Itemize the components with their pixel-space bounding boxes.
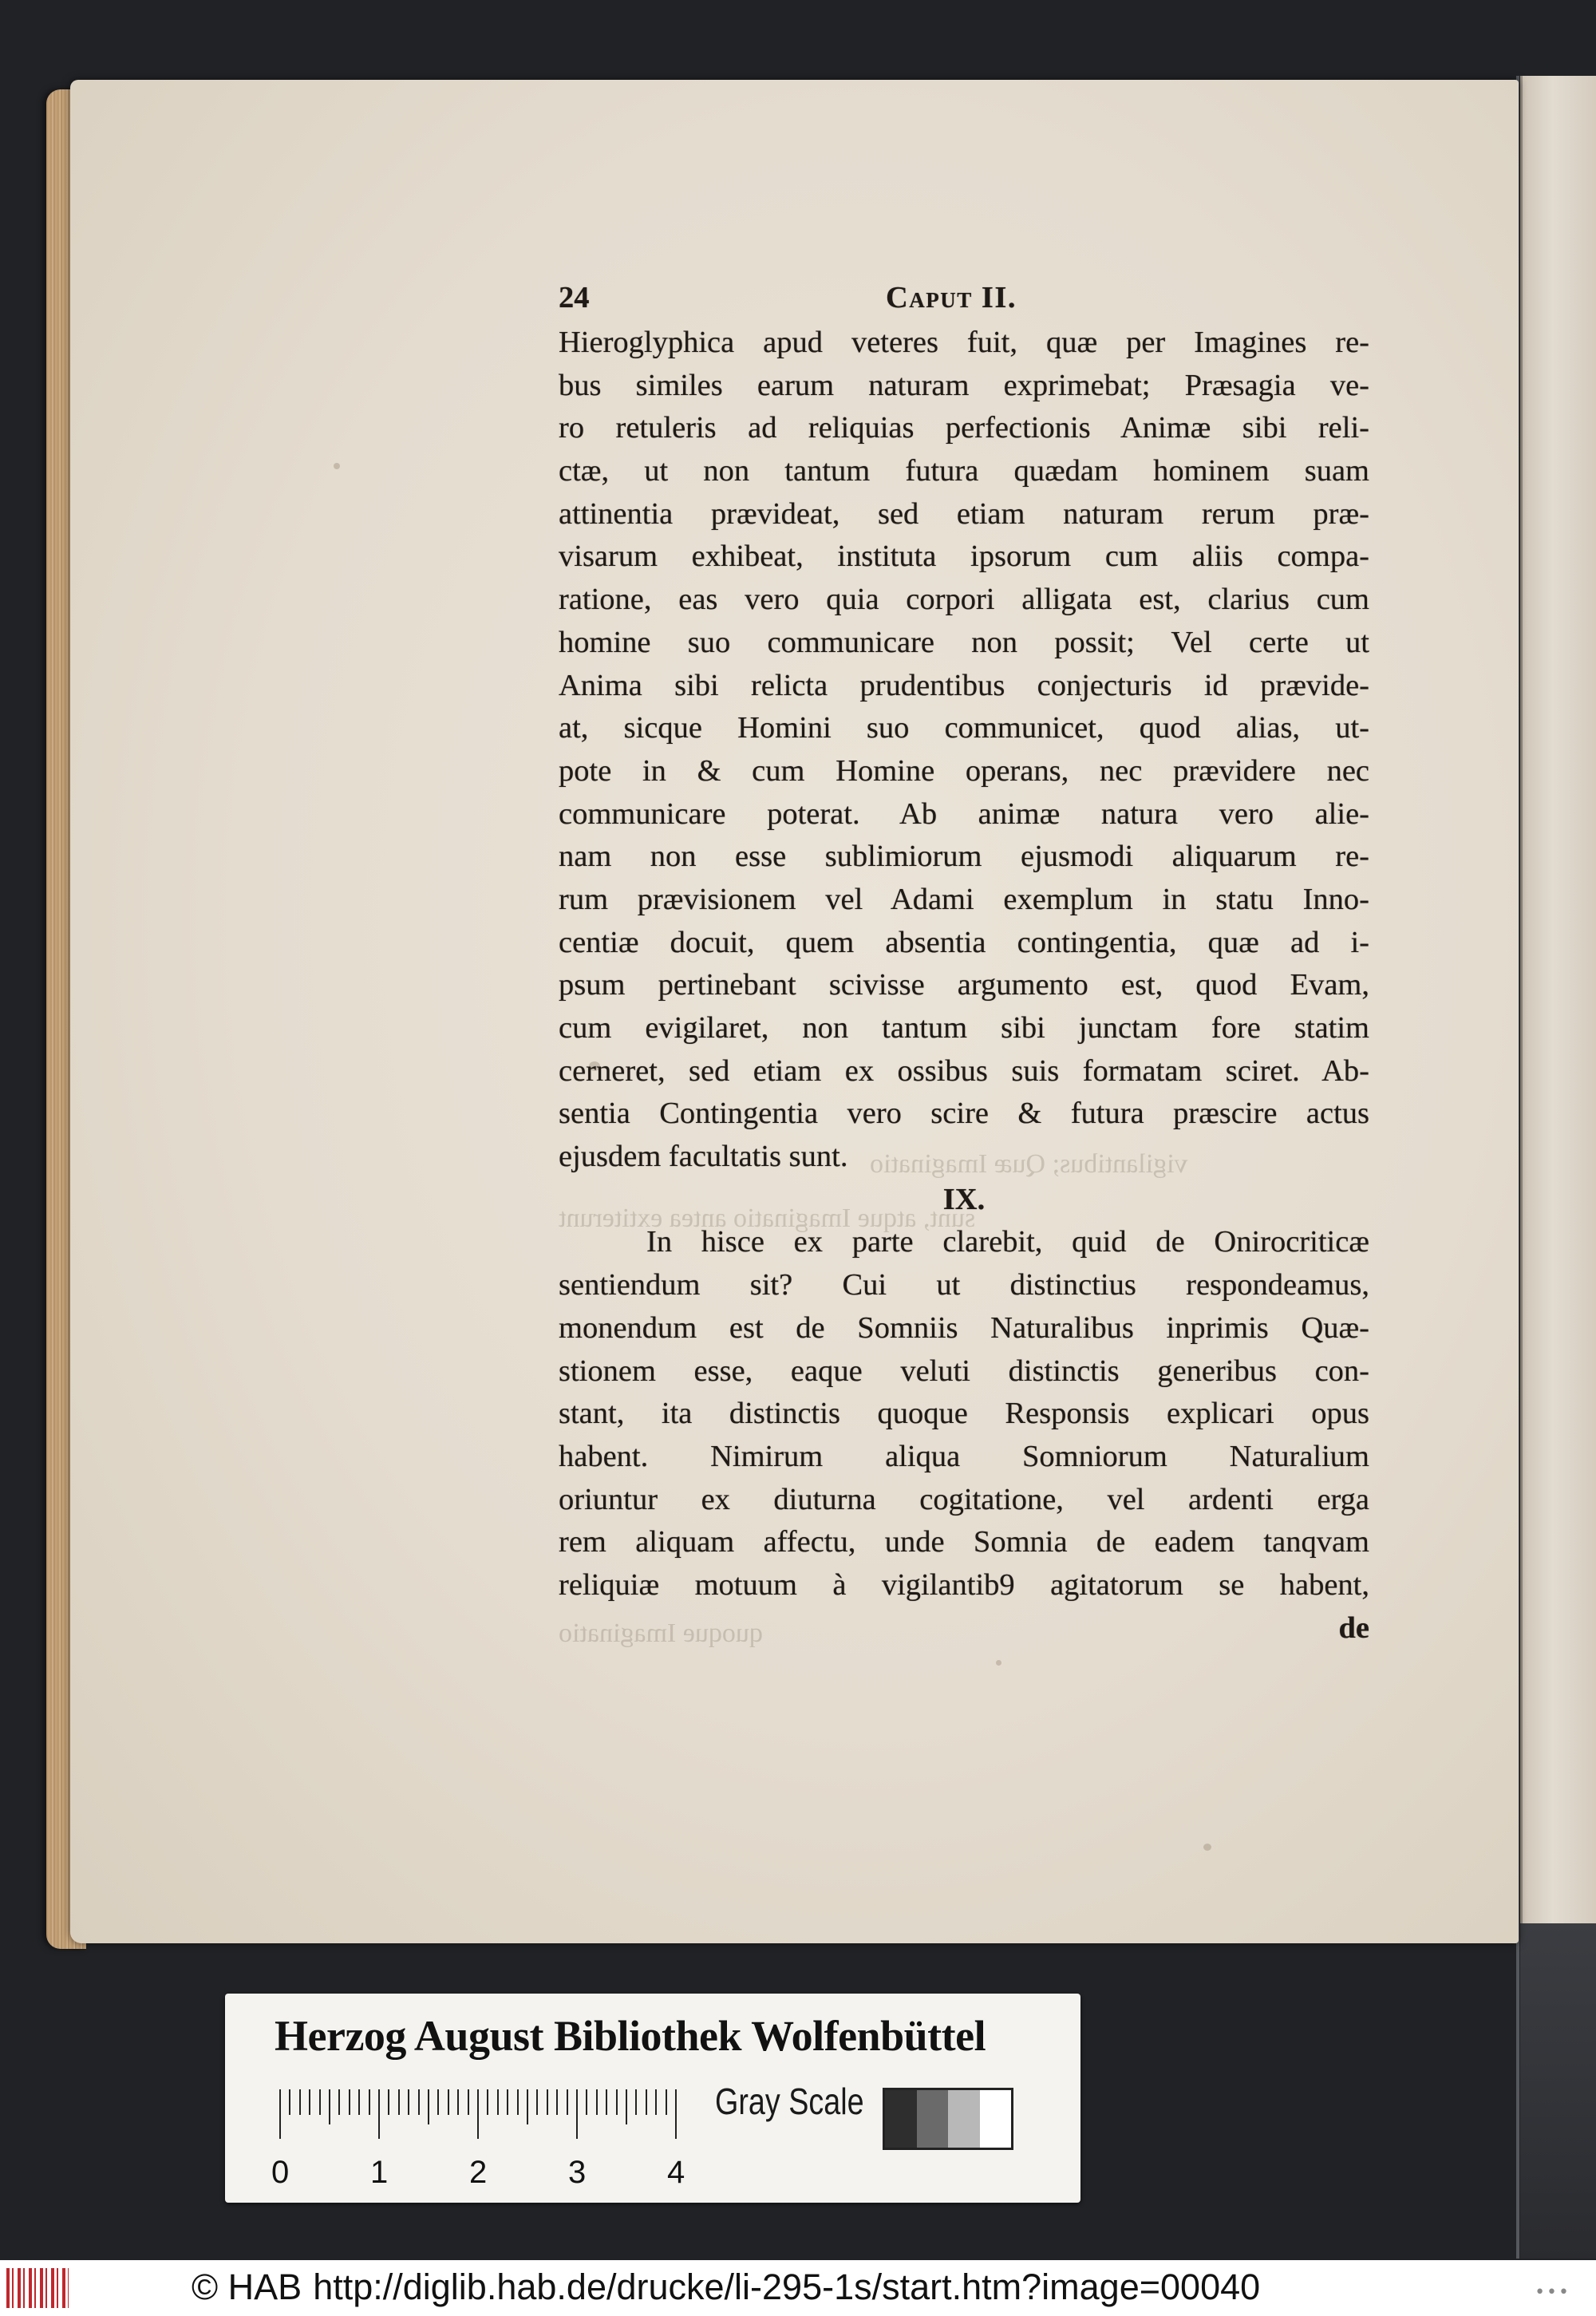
- text-line: attinentia prævideat, sed etiam naturam rerum præ-: [559, 496, 1369, 531]
- text-line: sentiendum sit? Cui ut distinctius respondeamus,: [559, 1268, 1369, 1302]
- ruler-tick: [457, 2089, 459, 2115]
- more-icon[interactable]: •••: [1535, 2282, 1570, 2302]
- gray-swatch-step: [885, 2090, 917, 2148]
- ruler-tick: [507, 2089, 508, 2115]
- ruler-tick: [299, 2089, 301, 2115]
- catchword: de: [1338, 1611, 1369, 1645]
- ruler-tick: [468, 2089, 469, 2115]
- gray-swatch-step: [980, 2090, 1012, 2148]
- page-text-block: [559, 277, 1369, 1650]
- running-head: Caput II.: [886, 281, 1017, 314]
- ruler-tick: [675, 2089, 677, 2139]
- text-line: cum evigilaret, non tantum sibi junctam fore statim: [559, 1011, 1369, 1045]
- ruler-tick: [477, 2089, 479, 2139]
- ruler-tick: [556, 2089, 558, 2115]
- ruler-tick: [418, 2089, 420, 2115]
- ruler-tick: [635, 2089, 637, 2115]
- ruler: [271, 2089, 694, 2190]
- show-through-text: quoque Imaginatio: [559, 1618, 763, 1648]
- ruler-tick: [309, 2089, 310, 2115]
- ruler-label: 2: [469, 2155, 488, 2190]
- text-line: centiæ docuit, quem absentia contingentia, quæ ad i-: [559, 925, 1369, 959]
- image-url-link[interactable]: http://diglib.hab.de/drucke/li-295-1s/start.htm?image=00040: [313, 2267, 1261, 2307]
- ruler-label: 3: [568, 2155, 587, 2190]
- text-line: stant, ita distinctis quoque Responsis explicari opus: [559, 1397, 1369, 1431]
- ruler-tick: [576, 2089, 578, 2139]
- text-line: cerneret, sed etiam ex ossibus suis formatam sciret. Ab-: [559, 1053, 1369, 1088]
- ruler-tick: [388, 2089, 389, 2115]
- footer-bar: [0, 2260, 1596, 2316]
- ruler-tick: [586, 2089, 587, 2115]
- ruler-tick: [527, 2089, 528, 2124]
- ruler-tick: [596, 2089, 598, 2115]
- ruler-tick: [448, 2089, 449, 2115]
- text-line: reliquiæ motuum à vigilantib9 agitatorum se habent,: [559, 1567, 1369, 1602]
- ruler-tick: [547, 2089, 548, 2115]
- ruler-label: 1: [370, 2155, 389, 2190]
- text-line: stionem esse, eaque veluti distinctis generibus con-: [559, 1354, 1369, 1388]
- ruler-tick: [646, 2089, 647, 2115]
- text-line: Anima sibi relicta prudentibus conjecturis id prævide-: [559, 668, 1369, 702]
- text-line: communicare poterat. Ab animæ natura vero alie-: [559, 796, 1369, 831]
- text-line: oriuntur ex diuturna cogitatione, vel ardenti erga: [559, 1482, 1369, 1516]
- ruler-label: 4: [667, 2155, 685, 2190]
- text-line: In hisce ex parte clarebit, quid de Onirocriticæ: [646, 1225, 1369, 1259]
- gray-swatch-step: [948, 2090, 980, 2148]
- ruler-tick: [279, 2089, 281, 2139]
- ruler-tick: [497, 2089, 499, 2115]
- show-through-text: vigilantibus; Quæ Imaginatio: [870, 1149, 1188, 1179]
- text-line: nam non esse sublimiorum ejusmodi aliquarum re-: [559, 840, 1369, 874]
- ruler-label: 0: [271, 2155, 290, 2190]
- barcode-icon: [6, 2268, 69, 2308]
- paragraph-ix: [559, 1221, 1369, 1607]
- text-line: rem aliquam affectu, unde Somnia de eadem tanqvam: [559, 1525, 1369, 1559]
- ruler-tick: [428, 2089, 429, 2124]
- text-line: Hieroglyphica apud veteres fuit, quæ per Imagines re-: [559, 326, 1369, 359]
- foxing-spot: [334, 463, 340, 469]
- library-name: Herzog August Bibliothek Wolfenbüttel: [275, 2012, 986, 2060]
- foxing-spot: [1203, 1844, 1211, 1851]
- text-line: monendum est de Somniis Naturalibus inprimis Quæ-: [559, 1310, 1369, 1345]
- ruler-tick: [349, 2089, 350, 2115]
- text-line: habent. Nimirum aliqua Somniorum Naturalium: [559, 1439, 1369, 1473]
- page-number: 24: [559, 281, 590, 314]
- section-number: IX.: [942, 1182, 986, 1216]
- paragraph-viii: [559, 322, 1369, 1179]
- ruler-tick: [398, 2089, 400, 2115]
- text-line: sentia Contingentia vero scire & futura præscire actus: [559, 1097, 1369, 1131]
- page-header: [559, 277, 1369, 322]
- text-line: ratione, eas vero quia corpori alligata est, clarius cum: [559, 583, 1369, 617]
- gray-scale-label: Gray Scale: [715, 2081, 864, 2122]
- ruler-tick: [626, 2089, 627, 2124]
- text-line: visarum exhibeat, instituta ipsorum cum aliis compa-: [559, 539, 1369, 574]
- ruler-tick: [517, 2089, 519, 2115]
- show-through-text: sunt, atque Imaginatio antea extiterunt: [559, 1203, 976, 1233]
- gray-scale-swatch: [883, 2088, 1013, 2150]
- ruler-tick: [437, 2089, 439, 2115]
- ruler-tick: [655, 2089, 657, 2115]
- ruler-tick: [536, 2089, 538, 2115]
- ruler-tick: [369, 2089, 370, 2115]
- text-line: pote in & cum Homine operans, nec prævidere nec: [559, 753, 1369, 788]
- adjacent-page-shadow: [1520, 1923, 1596, 2259]
- gray-swatch-step: [917, 2090, 949, 2148]
- ruler-tick: [408, 2089, 409, 2115]
- ruler-tick: [329, 2089, 330, 2124]
- foxing-spot: [996, 1660, 1001, 1666]
- text-line: rum prævisionem vel Adami exemplum in statu Inno-: [559, 882, 1369, 916]
- text-line: homine suo communicare non possit; Vel certe ut: [559, 625, 1369, 659]
- ruler-tick: [666, 2089, 667, 2115]
- ruler-tick: [567, 2089, 568, 2115]
- copyright-text: © HAB: [192, 2267, 302, 2307]
- ruler-tick: [616, 2089, 618, 2115]
- copyright-line: [192, 2267, 1260, 2308]
- text-line: ctæ, ut non tantum futura quædam hominem suam: [559, 454, 1369, 488]
- ruler-tick: [358, 2089, 360, 2115]
- text-line: psum pertinebant scivisse argumento est, quod Evam,: [559, 968, 1369, 1002]
- text-line: ro retuleris ad reliquias perfectionis Animæ sibi reli-: [559, 411, 1369, 445]
- text-line: at, sicque Homini suo communicet, quod alias, ut-: [559, 711, 1369, 745]
- text-line: ejusdem facultatis sunt.: [559, 1140, 848, 1174]
- text-line: bus similes earum naturam exprimebat; Præsagia ve-: [559, 368, 1369, 402]
- ruler-tick: [319, 2089, 321, 2115]
- ruler-tick: [338, 2089, 340, 2115]
- ruler-tick: [487, 2089, 488, 2115]
- color-scale-card: [225, 1994, 1080, 2203]
- adjacent-page-edge: [1520, 76, 1596, 2015]
- ruler-tick: [378, 2089, 380, 2139]
- ruler-tick: [606, 2089, 607, 2115]
- ruler-tick: [289, 2089, 290, 2115]
